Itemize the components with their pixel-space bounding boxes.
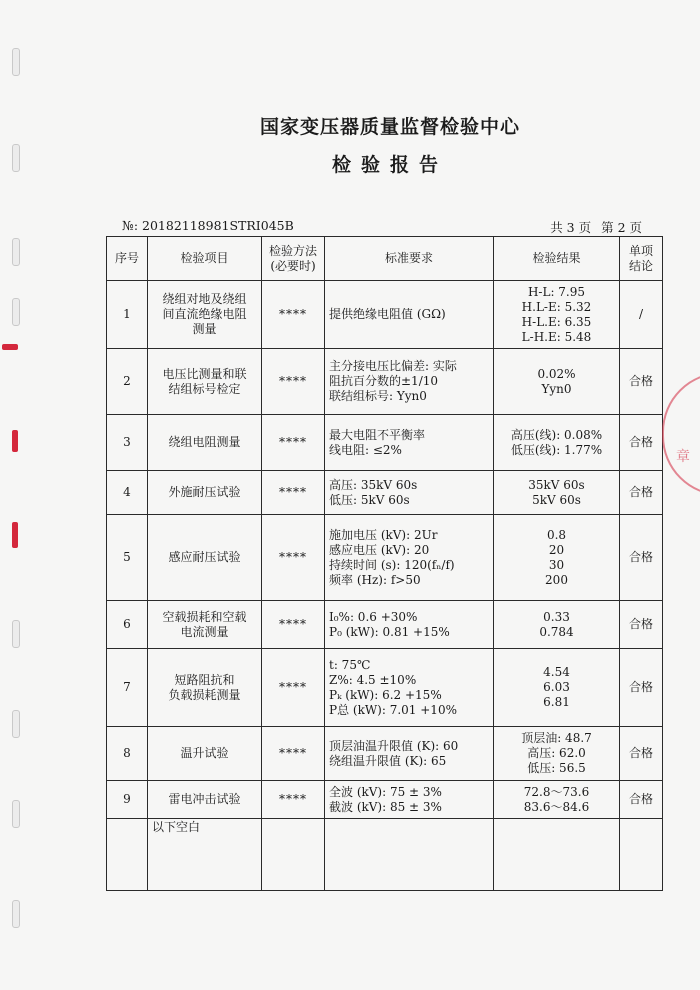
item-conclusion: 合格 [620,471,663,515]
row-number: 5 [107,515,148,601]
standard-requirement: 提供绝缘电阻值 (GΩ) [325,281,494,349]
row-number: 7 [107,649,148,727]
red-mark [2,344,18,350]
row-number: 2 [107,349,148,415]
inspection-method: **** [262,781,325,819]
binding-hole [12,710,20,738]
inspection-item: 温升试验 [148,727,262,781]
inspection-result: 高压(线): 0.08% 低压(线): 1.77% [494,415,620,471]
item-conclusion: 合格 [620,601,663,649]
col-header-item: 检验项目 [148,237,262,281]
inspection-method: **** [262,349,325,415]
table-row [107,601,663,649]
table-row [107,781,663,819]
table-header-row [107,237,663,281]
inspection-item: 空载损耗和空载 电流测量 [148,601,262,649]
inspection-result: 0.02% Yyn0 [494,349,620,415]
inspection-item: 感应耐压试验 [148,515,262,601]
inspection-result: 0.8 20 30 200 [494,515,620,601]
table-row [107,727,663,781]
standard-requirement: 最大电阻不平衡率 线电阻: ≤2% [325,415,494,471]
inspection-item: 外施耐压试验 [148,471,262,515]
inspection-item: 电压比测量和联 结组标号检定 [148,349,262,415]
table-row [107,471,663,515]
row-number: 4 [107,471,148,515]
report-subtitle: 检验报告 [331,154,448,176]
row-number: 1 [107,281,148,349]
inspection-result: 35kV 60s 5kV 60s [494,471,620,515]
inspection-result: 72.8～73.6 83.6～84.6 [494,781,620,819]
table-row [107,349,663,415]
row-number: 3 [107,415,148,471]
standard-requirement: 主分接电压比偏差: 实际 阻抗百分数的±1/10 联结组标号: Yyn0 [325,349,494,415]
table-row [107,515,663,601]
inspection-result: 4.54 6.03 6.81 [494,649,620,727]
item-conclusion: / [620,281,663,349]
inspection-item: 绕组对地及绕组 间直流绝缘电阻 测量 [148,281,262,349]
row-number: 9 [107,781,148,819]
standard-requirement: I₀%: 0.6 +30% P₀ (kW): 0.81 +15% [325,601,494,649]
item-conclusion: 合格 [620,349,663,415]
inspection-result: 0.33 0.784 [494,601,620,649]
binding-hole [12,298,20,326]
table-row [107,649,663,727]
total-pages: 共 3 页 [550,220,592,235]
blank-cell [494,819,620,891]
seal-character: 章 [676,449,690,465]
inspection-item: 雷电冲击试验 [148,781,262,819]
inspection-method: **** [262,601,325,649]
report-number: №: 20182118981STRI045B [122,218,294,233]
item-conclusion: 合格 [620,649,663,727]
item-conclusion: 合格 [620,727,663,781]
inspection-result: H-L: 7.95 H.L-E: 5.32 H-L.E: 6.35 L-H.E: 5.48 [494,281,620,349]
blank-cell [262,819,325,891]
binding-hole [12,48,20,76]
inspection-table [106,236,663,891]
standard-requirement: 顶层油温升限值 (K): 60 绕组温升限值 (K): 65 [325,727,494,781]
item-conclusion: 合格 [620,515,663,601]
inspection-method: **** [262,281,325,349]
blank-cell [107,819,148,891]
inspection-item: 绕组电阻测量 [148,415,262,471]
inspection-item: 短路阻抗和 负载损耗测量 [148,649,262,727]
standard-requirement: 全波 (kV): 75 ± 3% 截波 (kV): 85 ± 3% [325,781,494,819]
blank-cell [325,819,494,891]
col-header-method: 检验方法 (必要时) [262,237,325,281]
inspection-method: **** [262,515,325,601]
row-number: 8 [107,727,148,781]
table-row-blank [107,819,663,891]
item-conclusion: 合格 [620,781,663,819]
col-header-conclusion: 单项 结论 [620,237,663,281]
inspection-method: **** [262,471,325,515]
row-number: 6 [107,601,148,649]
item-conclusion: 合格 [620,415,663,471]
col-header-requirement: 标准要求 [325,237,494,281]
binding-hole [12,620,20,648]
footer-note: 以下空白 [148,819,262,891]
inspection-method: **** [262,649,325,727]
standard-requirement: 高压: 35kV 60s 低压: 5kV 60s [325,471,494,515]
col-header-result: 检验结果 [494,237,620,281]
standard-requirement: 施加电压 (kV): 2Ur 感应电压 (kV): 20 持续时间 (s): 120(fₙ/f) 频率 (Hz): f>50 [325,515,494,601]
col-header-no: 序号 [107,237,148,281]
binding-hole [12,800,20,828]
current-page: 第 2 页 [601,220,642,235]
blank-cell [620,819,663,891]
inspection-method: **** [262,415,325,471]
binding-hole [12,238,20,266]
table-row [107,281,663,349]
standard-requirement: t: 75℃ Z%: 4.5 ±10% Pₖ (kW): 6.2 +15% P总 (kW): 7.01 +10% [325,649,494,727]
red-mark [12,430,18,452]
red-mark [12,522,18,548]
red-seal [662,372,700,496]
binding-hole [12,900,20,928]
page-info [544,218,642,236]
report-center-title: 国家变压器质量监督检验中心 [259,116,520,138]
inspection-method: **** [262,727,325,781]
inspection-result: 顶层油: 48.7 高压: 62.0 低压: 56.5 [494,727,620,781]
table-row [107,415,663,471]
